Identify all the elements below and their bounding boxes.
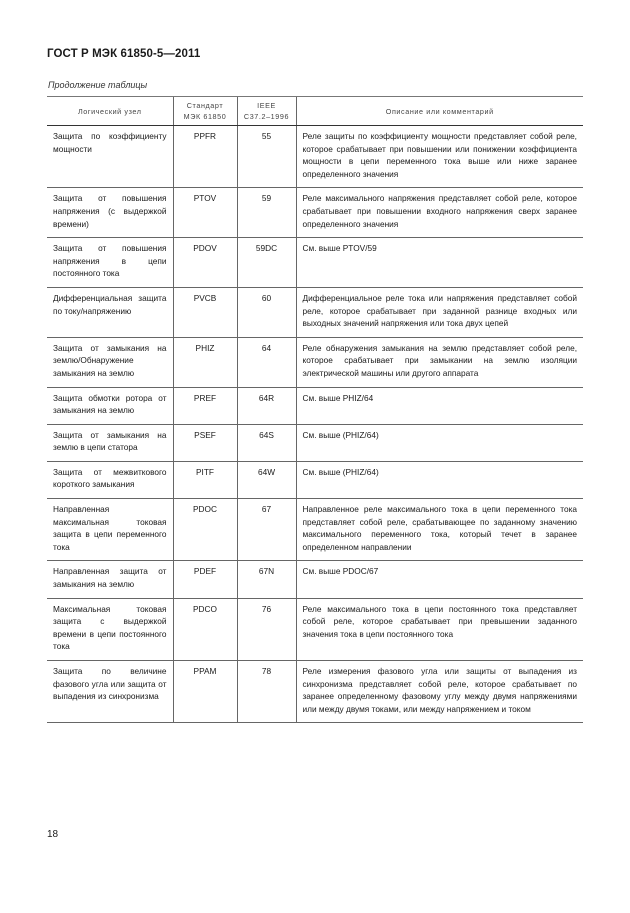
cell-ieee-code: 59DC — [237, 238, 296, 288]
cell-iec-code: PSEF — [173, 424, 237, 461]
cell-ieee-code: 64 — [237, 337, 296, 387]
cell-ieee-code: 55 — [237, 126, 296, 188]
cell-description: См. выше PDOC/67 — [296, 561, 583, 598]
cell-ieee-code: 64R — [237, 387, 296, 424]
table-row — [47, 499, 583, 561]
cell-ieee-code: 64S — [237, 424, 296, 461]
cell-node: Защита от повышения напряжения в цепи постоянного тока — [47, 238, 173, 288]
cell-description: Направленное реле максимального тока в цепи переменного тока представляет собой реле, срабатывающее по заданному значению максимального переменного тока, который течет в заранее определенном направлении — [296, 499, 583, 561]
cell-node: Защита от замыкания на землю в цепи статора — [47, 424, 173, 461]
cell-node: Направленная максимальная токовая защита в цепи переменного тока — [47, 499, 173, 561]
cell-node: Максимальная токовая защита с выдержкой времени в цепи постоянного тока — [47, 598, 173, 660]
cell-iec-code: PVCB — [173, 287, 237, 337]
cell-ieee-code: 59 — [237, 188, 296, 238]
table-row — [47, 238, 583, 288]
cell-ieee-code: 67 — [237, 499, 296, 561]
column-header-ieee-line2: C37.2–1996 — [243, 112, 290, 121]
cell-iec-code: PREF — [173, 387, 237, 424]
cell-description: См. выше (PHIZ/64) — [296, 424, 583, 461]
cell-node: Защита по величине фазового угла или защита от выпадения из синхронизма — [47, 661, 173, 723]
table-continuation-label: Продолжение таблицы — [48, 80, 148, 90]
column-header-description: Описание или комментарий — [296, 97, 583, 126]
cell-node: Защита от замыкания на землю/Обнаружение замыкания на землю — [47, 337, 173, 387]
cell-iec-code: PHIZ — [173, 337, 237, 387]
column-header-ieee-line1: IEEE — [257, 101, 276, 110]
cell-iec-code: PDCO — [173, 598, 237, 660]
cell-iec-code: PPAM — [173, 661, 237, 723]
cell-iec-code: PDOC — [173, 499, 237, 561]
cell-ieee-code: 78 — [237, 661, 296, 723]
cell-iec-code: PDOV — [173, 238, 237, 288]
table-row — [47, 287, 583, 337]
cell-description: Реле обнаружения замыкания на землю представляет собой реле, которое срабатывает при замыкании на землю изоляции электрической машины или другого аппарата — [296, 337, 583, 387]
cell-description: Дифференциальное реле тока или напряжения представляет собой реле, которое срабатывает при заданной разнице входных или выходных значений напряжения или тока двух цепей — [296, 287, 583, 337]
table-row — [47, 561, 583, 598]
table-row — [47, 661, 583, 723]
cell-ieee-code: 67N — [237, 561, 296, 598]
table-row — [47, 387, 583, 424]
cell-node: Защита по коэффициенту мощности — [47, 126, 173, 188]
table-row — [47, 598, 583, 660]
cell-node: Дифференциальная защита по току/напряжению — [47, 287, 173, 337]
cell-description: Реле измерения фазового угла или защиты от выпадения из синхронизма представляет собой реле, которое срабатывает по заранее определенному фазовому углу между двумя напряжениями или между двумя токами, или между напряжением и током — [296, 661, 583, 723]
cell-iec-code: PITF — [173, 461, 237, 498]
cell-node: Защита от межвиткового короткого замыкания — [47, 461, 173, 498]
cell-iec-code: PPFR — [173, 126, 237, 188]
table-row — [47, 424, 583, 461]
table-header-row — [47, 97, 583, 126]
cell-node: Направленная защита от замыкания на землю — [47, 561, 173, 598]
table-row — [47, 126, 583, 188]
table-row — [47, 188, 583, 238]
cell-ieee-code: 76 — [237, 598, 296, 660]
page-number: 18 — [47, 829, 59, 840]
cell-description: См. выше (PHIZ/64) — [296, 461, 583, 498]
cell-ieee-code: 60 — [237, 287, 296, 337]
column-header-node: Логический узел — [47, 97, 173, 126]
cell-description: Реле максимального напряжения представляет собой реле, которое срабатывает при повышении входного напряжения сверх заранее определенного значения — [296, 188, 583, 238]
cell-description: См. выше PHIZ/64 — [296, 387, 583, 424]
table-row — [47, 461, 583, 498]
cell-description: Реле защиты по коэффициенту мощности представляет собой реле, которое срабатывает при повышении или понижении коэффициента мощности в цепи переменного тока выше или ниже заранее определенного значения — [296, 126, 583, 188]
column-header-iec-line1: Стандарт — [186, 101, 224, 110]
cell-node: Защита обмотки ротора от замыкания на землю — [47, 387, 173, 424]
cell-description: Реле максимального тока в цепи постоянного тока представляет собой реле, которое срабатывает при превышении заданного значения тока в цепи постоянного тока — [296, 598, 583, 660]
logical-nodes-table — [47, 96, 583, 723]
cell-node: Защита от повышения напряжения (с выдержкой времени) — [47, 188, 173, 238]
table-row — [47, 337, 583, 387]
column-header-iec-line2: МЭК 61850 — [183, 112, 227, 121]
cell-description: См. выше PTOV/59 — [296, 238, 583, 288]
cell-iec-code: PTOV — [173, 188, 237, 238]
column-header-iec — [173, 97, 237, 126]
column-header-ieee — [237, 97, 296, 126]
cell-iec-code: PDEF — [173, 561, 237, 598]
document-header: ГОСТ Р МЭК 61850-5—2011 — [47, 48, 201, 60]
cell-ieee-code: 64W — [237, 461, 296, 498]
